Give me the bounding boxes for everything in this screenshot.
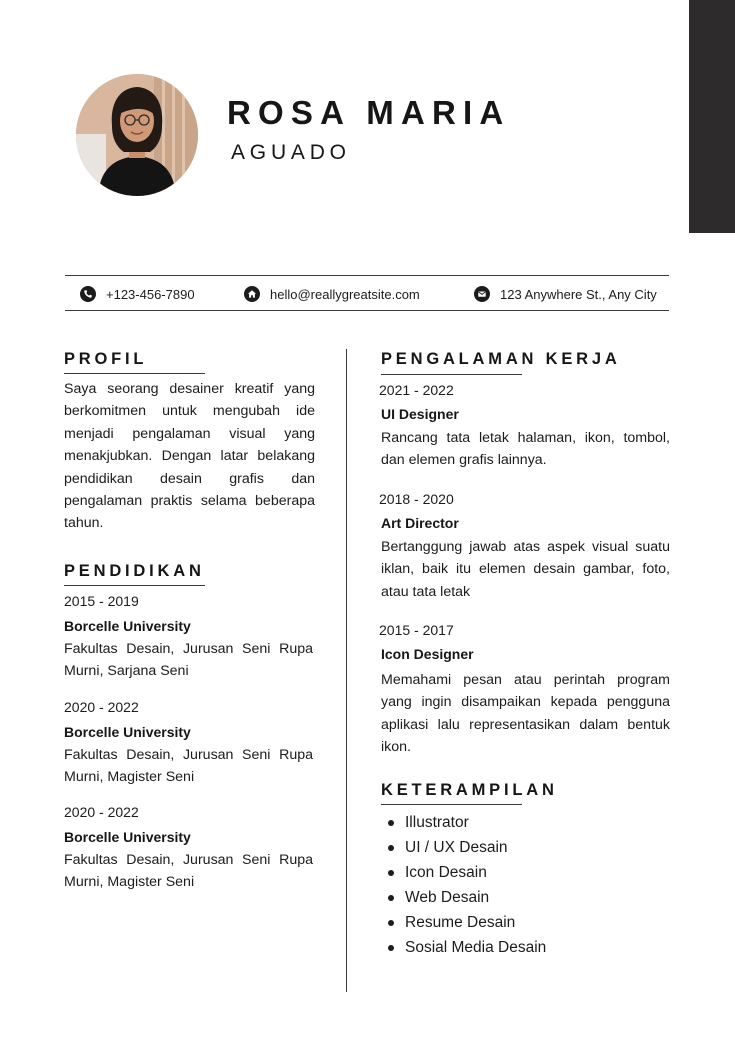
name-last: AGUADO [231,141,351,164]
contact-divider-bottom [65,310,669,311]
education-years: 2020 - 2022 [64,804,139,820]
skills-list [388,813,546,963]
education-detail: Fakultas Desain, Jurusan Seni Rupa Murni, Magister Seni [64,747,313,786]
profile-text: Saya seorang desainer kreatif yang berkomitmen untuk mengubah ide menjadi pengalaman visual yang menakjubkan. Dengan latar belakang pendidikan desain grafis dan pengalaman praktis selama beberapa tahun. [64,381,315,532]
experience-years: 2021 - 2022 [379,382,454,398]
profile-heading-underline [64,373,205,374]
profile-photo [76,74,198,196]
home-icon [244,286,260,302]
phone-text: +123-456-7890 [106,286,195,302]
experience-detail: Bertanggung jawab atas aspek visual suatu iklan, baik itu elemen desain gambar, foto, atau tata letak [381,539,670,600]
experience-role: Art Director [381,515,459,531]
skill-item: Icon Desain [388,863,546,888]
address-text: 123 Anywhere St., Any City [500,286,657,302]
experience-heading-underline [381,374,522,375]
contact-email [244,285,420,303]
education-heading-underline [64,585,205,586]
education-school: Borcelle University [64,829,191,845]
profile-heading: PROFIL [64,350,148,368]
contact-address [474,285,657,303]
bullet-icon [388,945,394,951]
email-text: hello@reallygreatsite.com [270,286,420,302]
experience-detail: Rancang tata letak halaman, ikon, tombol, dan elemen grafis lainnya. [381,430,670,469]
experience-years: 2015 - 2017 [379,622,454,638]
skill-item: Illustrator [388,813,546,838]
name-first: ROSA MARIA [227,94,511,131]
contact-divider-top [65,275,669,276]
skills-heading-underline [381,804,522,805]
education-school: Borcelle University [64,724,191,740]
education-heading: PENDIDIKAN [64,562,205,580]
portrait-illustration [76,74,198,196]
experience-role: UI Designer [381,406,459,422]
experience-years: 2018 - 2020 [379,491,454,507]
bullet-icon [388,895,394,901]
bullet-icon [388,870,394,876]
mail-icon [474,286,490,302]
experience-heading: PENGALAMAN KERJA [381,350,621,368]
skills-heading: KETERAMPILAN [381,781,558,799]
experience-detail: Memahami pesan atau perintah program yang ingin disampaikan kepada pengguna aplikasi lalu representasikan dalam bentuk ikon. [381,672,670,756]
column-divider [346,349,347,992]
skill-item: Sosial Media Desain [388,938,546,963]
bullet-icon [388,820,394,826]
bullet-icon [388,920,394,926]
education-years: 2015 - 2019 [64,593,139,609]
education-detail: Fakultas Desain, Jurusan Seni Rupa Murni, Magister Seni [64,852,313,891]
education-school: Borcelle University [64,618,191,634]
phone-icon [80,286,96,302]
education-detail: Fakultas Desain, Jurusan Seni Rupa Murni, Sarjana Seni [64,641,313,680]
experience-role: Icon Designer [381,646,474,662]
contact-phone [80,285,195,303]
corner-accent-bar [689,0,735,233]
skill-item: Web Desain [388,888,546,913]
skill-item: UI / UX Desain [388,838,546,863]
bullet-icon [388,845,394,851]
education-years: 2020 - 2022 [64,699,139,715]
skill-item: Resume Desain [388,913,546,938]
